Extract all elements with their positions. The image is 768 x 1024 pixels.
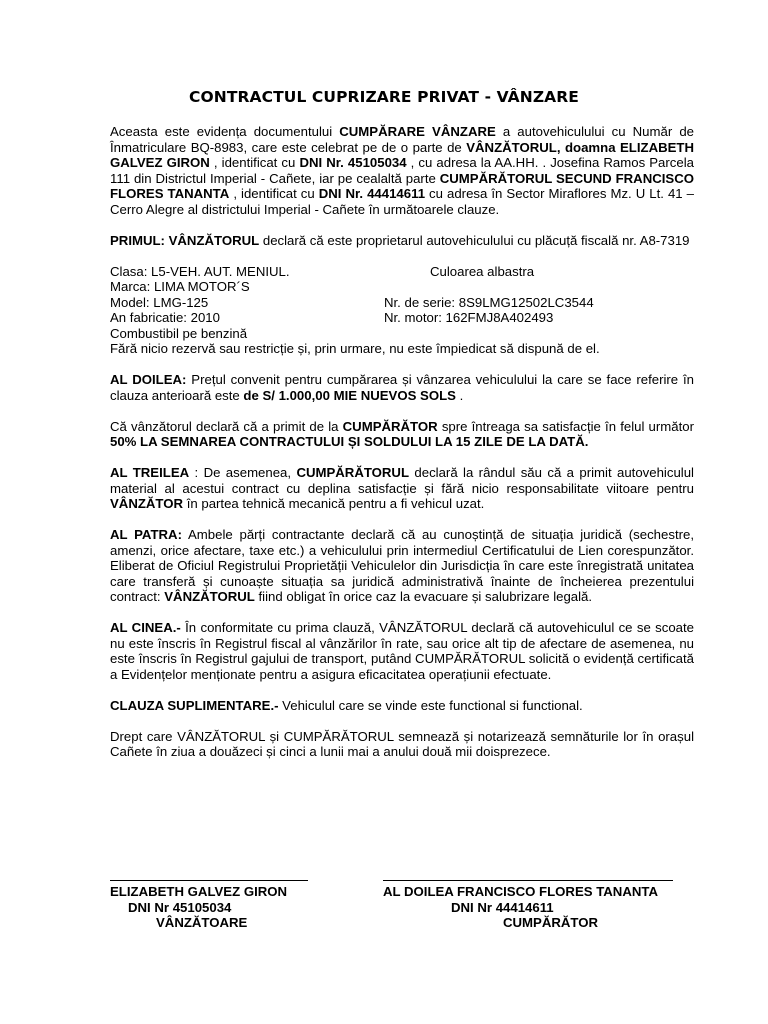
payment-text: Că vânzătorul declară că a primit de la <box>110 418 343 434</box>
buyer-signature-dni: DNI Nr 44414611 <box>451 899 554 915</box>
clause-label: AL DOILEA: <box>110 372 187 387</box>
contract-body <box>110 124 694 775</box>
spec-no-restriction: Fără nicio rezervă sau restricție și, prin urmare, nu este împiedicat să dispună de el. <box>110 341 600 356</box>
clause-text: în partea tehnică mecanică pentru a fi vehicul uzat. <box>183 496 485 511</box>
seller-dni-bold: DNI Nr. 45105034 <box>299 155 407 170</box>
price-bold: de S/ 1.000,00 MIE NUEVOS SOLS <box>243 387 456 403</box>
buyer-dni-bold: DNI Nr. 44414611 <box>318 186 426 201</box>
clause-text: Prețul convenit pentru cumpărarea și vânzarea vehiculului la care se face referire în clauza anterioară este <box>110 372 695 403</box>
signature-line <box>383 880 673 881</box>
buyer-signature-block <box>383 880 673 931</box>
buyer-signature-role: CUMPĂRĂTOR <box>503 915 598 930</box>
clause-bold: VÂNZĂTORUL <box>164 589 255 604</box>
clause-label: AL TREILEA <box>110 465 190 480</box>
clause-treilea <box>110 465 694 512</box>
spec-combustibil: Combustibil pe benzină <box>110 325 248 341</box>
clause-text: declară la rândul său că a primit autovehiculul material al acestui contract cu deplina satisfacție și fără nicio responsabilitate viitoare pentru <box>110 465 694 496</box>
spec-clasa: Clasa: L5-VEH. AUT. MENIUL. <box>110 263 290 279</box>
spec-an: An fabricatie: 2010 <box>110 310 220 325</box>
spec-marca: Marca: LIMA MOTOR´S <box>110 279 250 294</box>
spec-row <box>110 310 694 326</box>
intro-paragraph <box>110 124 694 217</box>
clause-label: PRIMUL: VÂNZĂTORUL <box>110 232 260 248</box>
spec-row <box>110 326 694 342</box>
buyer-name-bold: CUMPĂRĂTORUL SECUND FRANCISCO FLORES TANANTA <box>110 170 694 201</box>
spec-row <box>110 264 694 280</box>
clause-text: În conformitate cu prima clauză, VÂNZĂTORUL declară că autovehiculul ce se scoate nu este înscris în Registrul fiscal al vânzărilor în rate, sau orice alt tip de afectare de asemenea, nu este înscris în Registrul gajului de transport, putând CUMPĂRĂTORUL solicită o evidență certificată a Evidențelor menționate pentru a asigura eficacitatea operațiunii efectuate. <box>110 620 694 682</box>
clause-bold: VÂNZĂTOR <box>110 496 184 511</box>
seller-signature-dni: DNI Nr 45105034 <box>128 899 232 915</box>
clause-text: . <box>455 387 464 403</box>
intro-text: a autovehiculului cu Număr de Înmatriculare BQ-8983, care este celebrat pe de o parte de <box>110 124 694 155</box>
payment-terms-bold: 50% LA SEMNAREA CONTRACTULUI ȘI SOLDULUI LA 15 ZILE DE LA DATĂ. <box>110 434 589 449</box>
clause-text: Ambele părți contractante declară că au cunoștință de situația juridică (sechestre, amenzi, orice afectare, taxe etc.) a vehiculului prin intermediul Certificatului de Lien corespunzător. Eliberat de Oficiul Registrului Proprietății Vehiculelor din Jurisdicția în care este înregistrată unitatea care transferă și cunoaște situația sa juridică administrativă înainte de încheierea prezentului contract: <box>110 527 695 604</box>
intro-text: cu adresa în Sector Miraflores Mz. U Lt. 41 – Cerro Alegre al districtului Imperial - Cañete în următoarele clauze. <box>110 186 695 217</box>
intro-text: , identificat cu <box>209 155 300 170</box>
clause-patra <box>110 527 694 605</box>
payment-bold: CUMPĂRĂTOR <box>342 418 438 434</box>
clause-text: : De asemenea, <box>189 465 297 480</box>
buyer-signature-name: AL DOILEA FRANCISCO FLORES TANANTA <box>383 884 658 899</box>
clause-label: AL CINEA.- <box>110 620 181 635</box>
clause-bold: CUMPĂRĂTORUL <box>296 465 410 480</box>
clause-cinea <box>110 620 694 682</box>
payment-paragraph <box>110 419 694 450</box>
clause-doilea <box>110 372 694 403</box>
intro-text: Aceasta este evidența documentului <box>110 124 340 139</box>
spec-culoarea: Culoarea albastra <box>430 263 535 279</box>
spec-row <box>110 279 694 295</box>
intro-text: , cu adresa la AA.HH. . Josefina Ramos Parcela 111 din Districtul Imperial - Cañete, iar pe cealaltă parte <box>110 155 694 186</box>
spec-serie: Nr. de serie: 8S9LMG12502LC3544 <box>384 294 594 310</box>
intro-bold: CUMPĂRARE VÂNZARE <box>339 124 496 139</box>
seller-signature-role: VÂNZĂTOARE <box>156 915 248 930</box>
payment-text: spre întreaga sa satisfacție în felul următor <box>437 418 694 434</box>
spec-motor: Nr. motor: 162FMJ8A402493 <box>384 310 554 325</box>
clause-label: AL PATRA: <box>110 527 182 542</box>
clause-text: declară că este proprietarul autovehiculului cu plăcuță fiscală nr. A8-7319 <box>259 232 690 248</box>
seller-signature-block <box>110 880 308 931</box>
seller-signature-name: ELIZABETH GALVEZ GIRON <box>110 884 288 899</box>
clause-text: fiind obligat în orice caz la evacuare și salubrizare legală. <box>254 589 593 604</box>
seller-name-bold: VÂNZĂTORUL, doamna ELIZABETH GALVEZ GIRON <box>110 139 694 170</box>
clause-primul <box>110 233 694 249</box>
intro-text: , identificat cu <box>229 186 319 201</box>
signature-line <box>110 880 308 881</box>
clause-text: Vehiculul care se vinde este functional si functional. <box>278 697 583 713</box>
closing-paragraph: Drept care VÂNZĂTORUL și CUMPĂRĂTORUL semnează și notarizează semnăturile lor în orașul Cañete în ziua a douăzeci și cinci a lunii mai a anului două mii doisprezece. <box>110 728 694 759</box>
clause-label: CLAUZA SUPLIMENTARE.- <box>110 697 279 713</box>
spec-row <box>110 295 694 311</box>
clause-suplimentare <box>110 698 694 714</box>
document-title: CONTRACTUL CUPRIZARE PRIVAT - VÂNZARE <box>189 88 579 106</box>
spec-model: Model: LMG-125 <box>110 294 209 310</box>
